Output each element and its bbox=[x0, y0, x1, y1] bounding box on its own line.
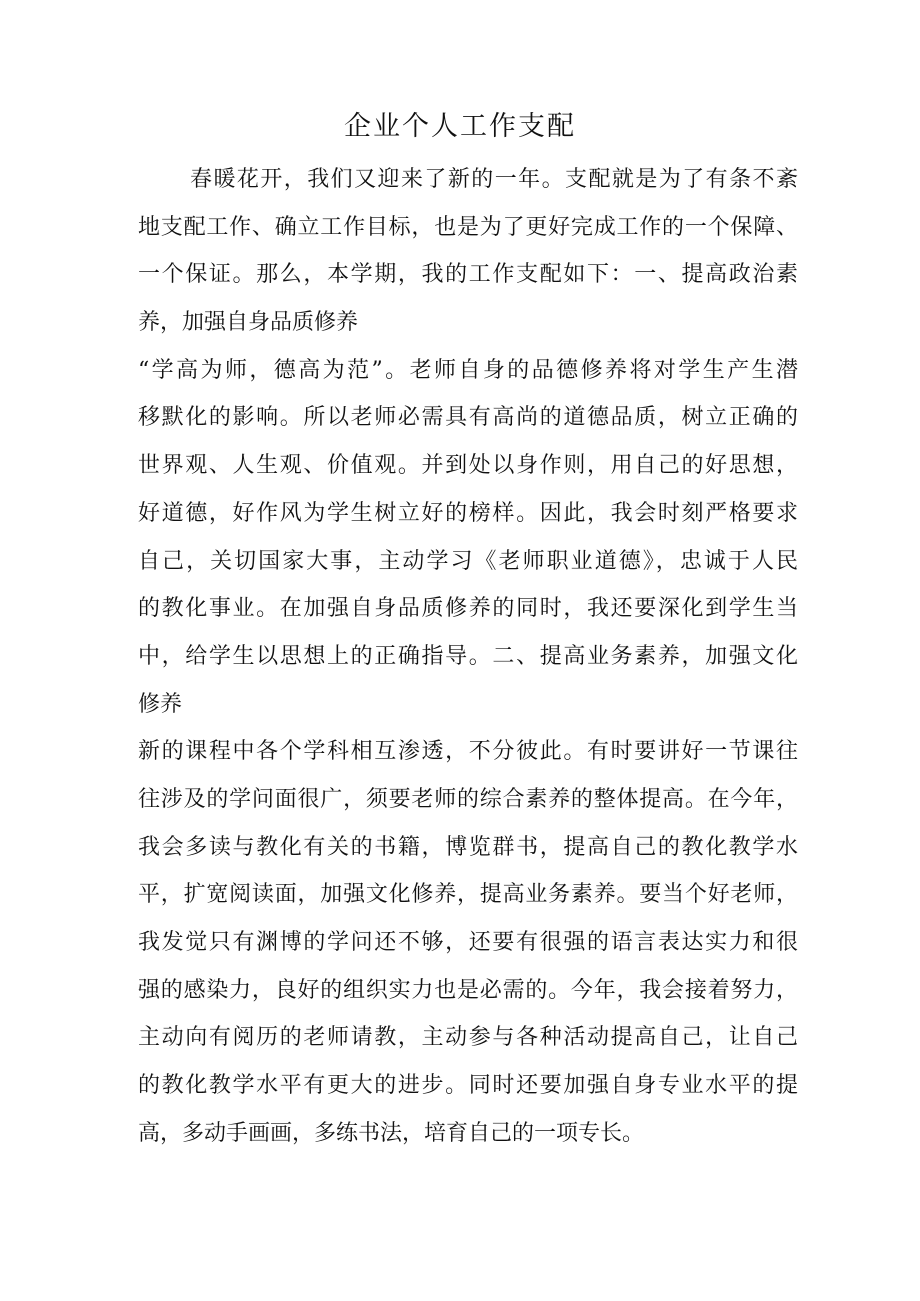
paragraph-line: 主动向有阅历的老师请教，主动参与各种活动提高自己，让自己 bbox=[138, 1025, 798, 1051]
paragraph-line: 新的课程中各个学科相互渗透，不分彼此。有时要讲好一节课往 bbox=[138, 739, 798, 765]
paragraph-line: “学高为师，德高为范”。老师自身的品德修养将对学生产生潜 bbox=[138, 357, 798, 383]
paragraph-line: 高，多动手画画，多练书法，培育自己的一项专长。 bbox=[138, 1120, 645, 1146]
paragraph-line: 修养 bbox=[138, 691, 183, 717]
paragraph-line: 我会多读与教化有关的书籍，博览群书，提高自己的教化教学水 bbox=[138, 834, 798, 860]
paragraph-line: 养，加强自身品质修养 bbox=[138, 310, 359, 336]
paragraph-line: 地支配工作、确立工作目标，也是为了更好完成工作的一个保障、 bbox=[138, 214, 798, 240]
paragraph-line: 的教化教学水平有更大的进步。同时还要加强自身专业水平的提 bbox=[138, 1073, 798, 1099]
paragraph-line: 移默化的影响。所以老师必需具有高尚的道德品质，树立正确的 bbox=[138, 405, 798, 431]
paragraph-line: 强的感染力，良好的组织实力也是必需的。今年，我会接着努力， bbox=[138, 977, 798, 1003]
paragraph-line: 世界观、人生观、价值观。并到处以身作则，用自己的好思想， bbox=[138, 453, 798, 479]
paragraph-line: 平，扩宽阅读面，加强文化修养，提高业务素养。要当个好老师， bbox=[138, 882, 798, 908]
paragraph-line: 自己，关切国家大事，主动学习《老师职业道德》，忠诚于人民 bbox=[138, 548, 798, 574]
document-body bbox=[138, 156, 798, 1157]
paragraph-line: 春暖花开，我们又迎来了新的一年。支配就是为了有条不紊 bbox=[190, 167, 798, 192]
paragraph-line: 中，给学生以思想上的正确指导。二、提高业务素养，加强文化 bbox=[138, 643, 798, 669]
paragraph-line: 一个保证。那么，本学期，我的工作支配如下：一、提高政治素 bbox=[138, 262, 798, 288]
paragraph-line: 好道德，好作风为学生树立好的榜样。因此，我会时刻严格要求 bbox=[138, 500, 798, 526]
paragraph-line: 的教化事业。在加强自身品质修养的同时，我还要深化到学生当 bbox=[138, 596, 798, 622]
paragraph-line: 我发觉只有渊博的学问还不够，还要有很强的语言表达实力和很 bbox=[138, 930, 798, 955]
paragraph-line: 往涉及的学问面很广，须要老师的综合素养的整体提高。在今年， bbox=[138, 786, 798, 812]
document-title: 企业个人工作支配 bbox=[344, 111, 576, 142]
